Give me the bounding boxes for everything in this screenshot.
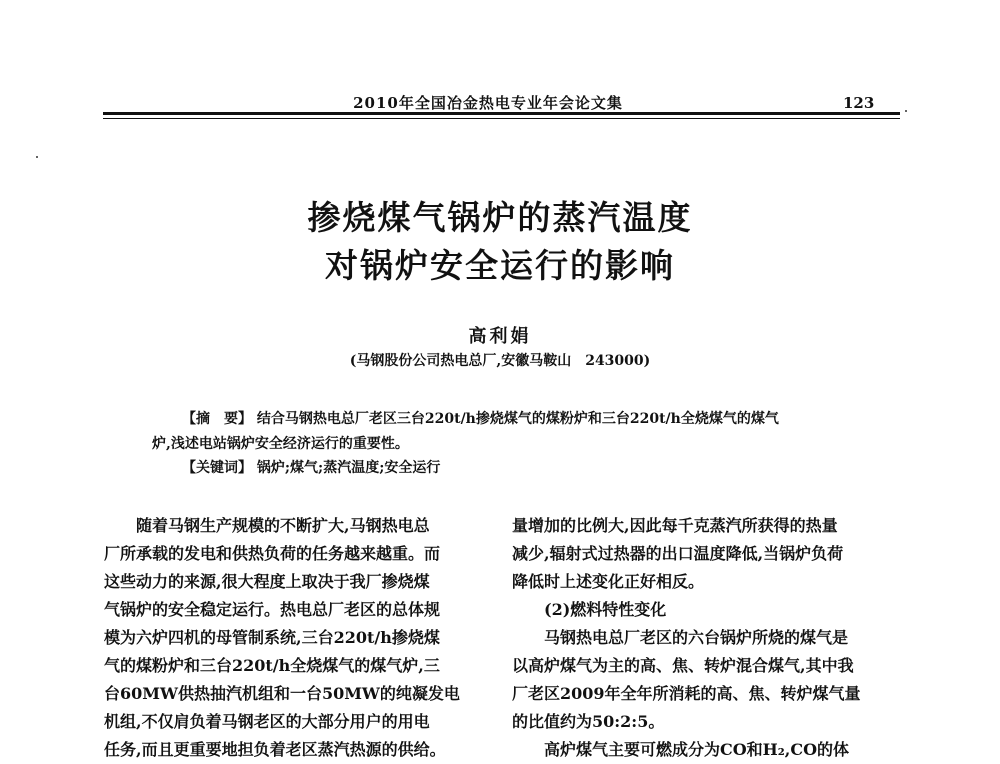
author-affiliation: (马钢股份公司热电总厂,安徽马鞍山 243000) (349, 353, 651, 369)
body-line: 量增加的比例大,因此每千克蒸汽所获得的热量 (512, 516, 838, 535)
header-rule-thick (103, 112, 900, 115)
header-rule-thin (103, 118, 900, 119)
body-line: 以高炉煤气为主的高、焦、转炉混合煤气,其中我 (512, 656, 854, 675)
keywords-line: 【关键词】 锅炉;煤气;蒸汽温度;安全运行 (182, 460, 441, 476)
body-line: 的比值约为50:2:5。 (512, 712, 665, 731)
abstract-line-2: 炉,浅述电站锅炉安全经济运行的重要性。 (152, 436, 409, 452)
body-line: 厂老区2009年全年所消耗的高、焦、转炉煤气量 (512, 684, 861, 703)
section-subheading: (2)燃料特性变化 (512, 600, 667, 619)
scan-speck (36, 156, 38, 158)
body-line: 机组,不仅肩负着马钢老区的大部分用户的用电 (104, 712, 430, 731)
body-line: 降低时上述变化正好相反。 (512, 572, 705, 591)
body-line: 这些动力的来源,很大程度上取决于我厂掺烧煤 (104, 572, 430, 591)
body-line: 减少,辐射式过热器的出口温度降低,当锅炉负荷 (512, 544, 844, 563)
body-column-right (512, 512, 894, 764)
page-number: 123 (843, 94, 875, 112)
running-title: 2010年全国冶金热电专业年会论文集 (353, 94, 623, 112)
body-column-left (104, 512, 484, 764)
body-line: 气锅炉的安全稳定运行。热电总厂老区的总体规 (104, 600, 441, 619)
body-line: 高炉煤气主要可燃成分为CO和H₂,CO的体 (512, 740, 850, 759)
body-line: 随着马钢生产规模的不断扩大,马钢热电总 (104, 516, 430, 535)
abstract-line-1: 【摘 要】 结合马钢热电总厂老区三台220t/h掺烧煤气的煤粉炉和三台220t/h全烧煤气的煤气 (182, 411, 779, 427)
body-line: 任务,而且更重要地担负着老区蒸汽热源的供给。 (104, 740, 446, 759)
scan-speck (905, 110, 907, 112)
body-line: 气的煤粉炉和三台220t/h全烧煤气的煤气炉,三 (104, 656, 440, 675)
title-line-1: 掺烧煤气锅炉的蒸汽温度 (307, 198, 693, 237)
body-line: 台60MW供热抽汽机组和一台50MW的纯凝发电 (104, 684, 460, 703)
body-line: 厂所承载的发电和供热负荷的任务越来越重。而 (104, 544, 441, 563)
body-line: 马钢热电总厂老区的六台锅炉所烧的煤气是 (512, 628, 849, 647)
author-name: 高利娟 (468, 326, 532, 347)
title-line-2: 对锅炉安全运行的影响 (325, 246, 675, 285)
body-line: 模为六炉四机的母管制系统,三台220t/h掺烧煤 (104, 628, 440, 647)
